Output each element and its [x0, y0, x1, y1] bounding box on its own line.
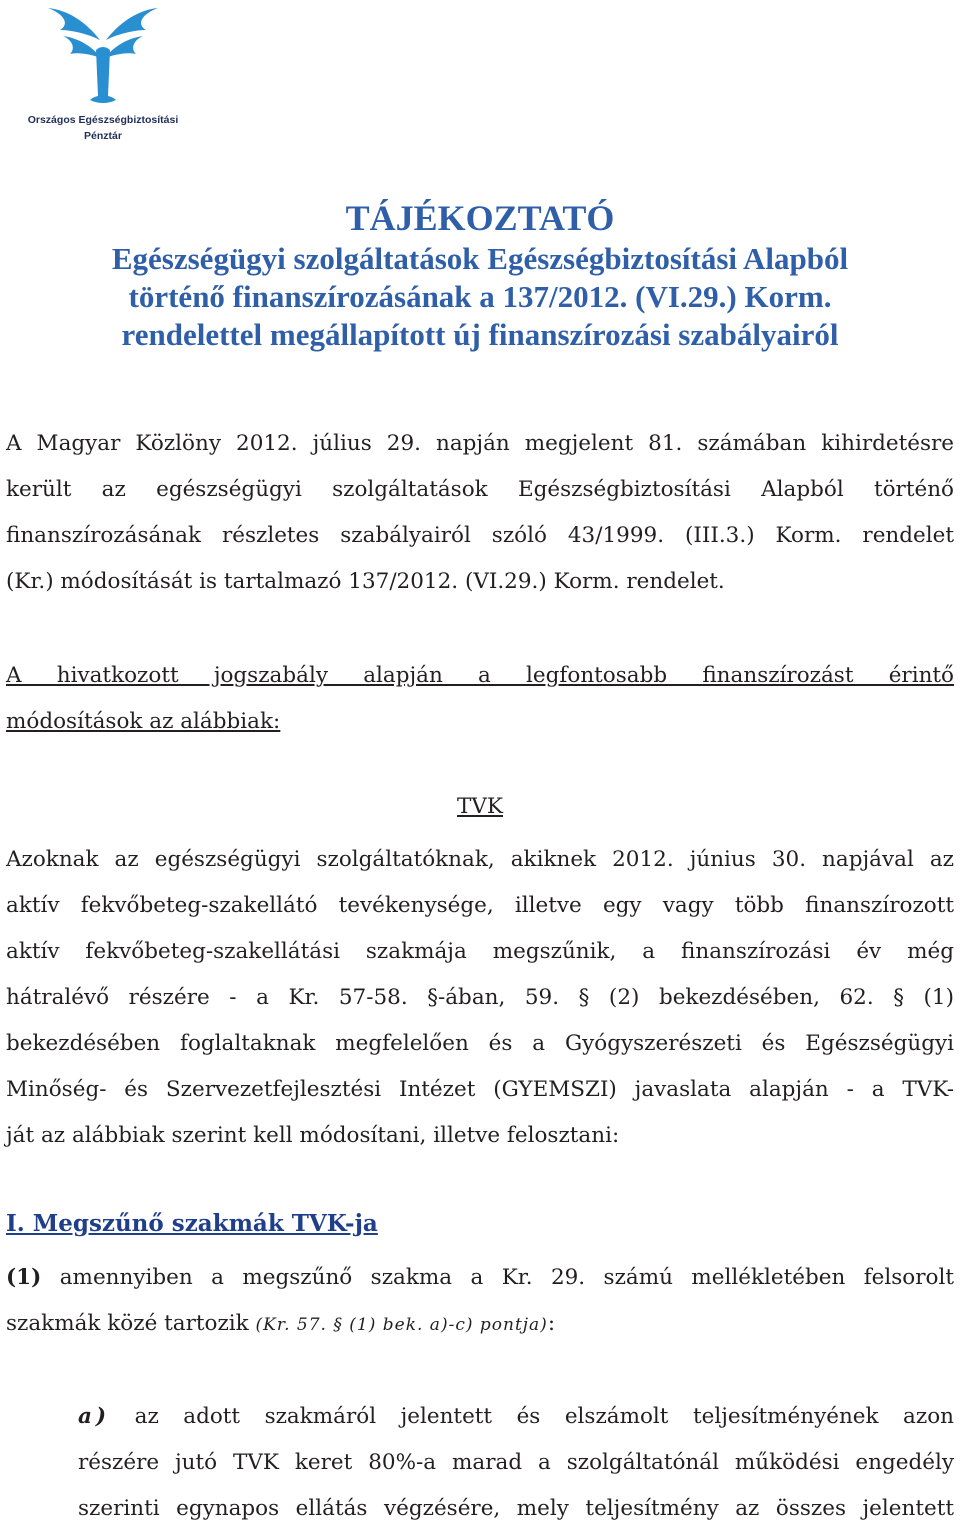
- notice-line: A hivatkozott jogszabály alapján a legfontosabb finanszírozást érintő: [6, 663, 954, 688]
- item-a-marker: a): [78, 1404, 111, 1429]
- item-a-line: szerinti egynapos ellátás végzésére, mely teljesítmény az összes jelentett: [78, 1496, 954, 1521]
- tvk-line: Minőség- és Szervezetfejlesztési Intézet (GYEMSZI) javaslata alapján - a TVK-: [6, 1077, 954, 1102]
- item-a-text: az adott szakmáról jelentett és elszámolt teljesítményének azon: [134, 1404, 954, 1429]
- section1-line: [6, 1255, 954, 1301]
- section-heading: I. Megszűnő szakmák TVK-ja: [6, 1210, 378, 1237]
- intro-line: A Magyar Közlöny 2012. július 29. napján megjelent 81. számában kihirdetésre: [6, 431, 954, 456]
- intro-line: finanszírozásának részletes szabályairól szóló 43/1999. (III.3.) Korm. rendelet: [6, 523, 954, 548]
- item-a: [78, 1394, 954, 1532]
- item-a-line: [78, 1394, 954, 1440]
- notice-paragraph: [6, 653, 954, 745]
- tvk-heading: TVK: [457, 794, 503, 819]
- section1-paragraph: [6, 1255, 954, 1348]
- tvk-line: bekezdésében foglaltaknak megfelelően és a Gyógyszerészeti és Egészségügyi: [6, 1031, 954, 1056]
- tvk-line: aktív fekvőbeteg-szakellátási szakmája megszűnik, a finanszírozási év még: [6, 939, 954, 964]
- item-a-line: részére jutó TVK keret 80%-a marad a szolgáltatónál működési engedély: [78, 1450, 954, 1475]
- ortak-logo: [8, 0, 198, 150]
- intro-paragraph: [6, 421, 954, 605]
- section1-text: amennyiben a megszűnő szakma a Kr. 29. számú mellékletében felsorolt: [59, 1265, 954, 1290]
- tvk-paragraph: [6, 837, 954, 1159]
- subtitle-line: történő finanszírozásának a 137/2012. (VI.29.) Korm.: [128, 279, 832, 314]
- tvk-line: hátralévő részére - a Kr. 57-58. §-ában, 59. § (2) bekezdésében, 62. § (1): [6, 985, 954, 1010]
- document-subtitle: [0, 240, 960, 354]
- tvk-line: Azoknak az egészségügyi szolgáltatóknak, akiknek 2012. június 30. napjával az: [6, 847, 954, 872]
- notice-line: módosítások az alábbiak:: [6, 709, 281, 734]
- tvk-heading-wrap: [6, 792, 954, 822]
- tvk-line: aktív fekvőbeteg-szakellátó tevékenysége, illetve egy vagy több finanszírozott: [6, 893, 954, 918]
- section1-number: (1): [6, 1265, 42, 1290]
- subtitle-line: rendelettel megállapított új finanszírozási szabályairól: [121, 317, 839, 352]
- logo-text-line1: Országos Egészségbiztosítási: [27, 114, 179, 126]
- intro-line: (Kr.) módosítását is tartalmazó 137/2012. (VI.29.) Korm. rendelet.: [6, 569, 725, 594]
- logo-symbol-icon: [8, 0, 198, 110]
- logo-text-line2: Pénztár: [84, 130, 122, 142]
- document-title: TÁJÉKOZTATÓ: [345, 198, 615, 238]
- section1-text: szakmák közé tartozik: [6, 1311, 249, 1336]
- section1-colon: :: [547, 1311, 556, 1336]
- intro-line: került az egészségügyi szolgáltatások Egészségbiztosítási Alapból történő: [6, 477, 954, 502]
- section1-line: [6, 1301, 954, 1348]
- subtitle-line: Egészségügyi szolgáltatások Egészségbiztosítási Alapból: [111, 241, 849, 276]
- tvk-line: ját az alábbiak szerint kell módosítani, illetve felosztani:: [6, 1123, 620, 1148]
- section1-reference: (Kr. 57. § (1) bek. a)-c) pontja): [255, 1315, 548, 1335]
